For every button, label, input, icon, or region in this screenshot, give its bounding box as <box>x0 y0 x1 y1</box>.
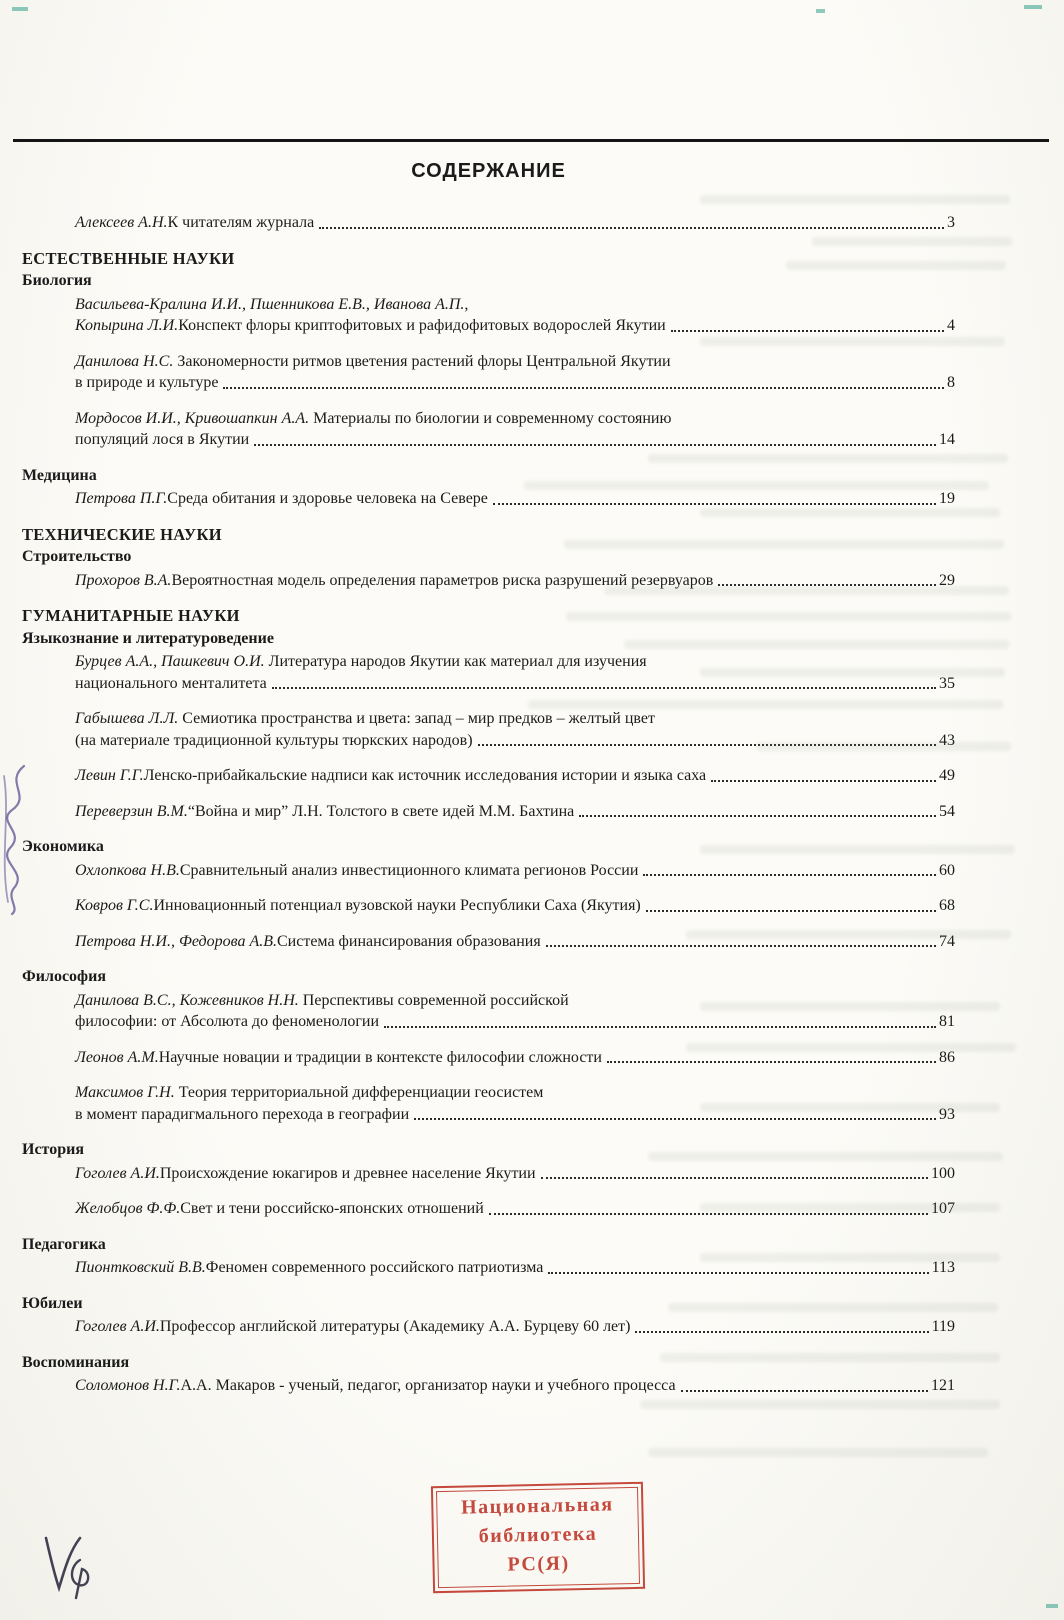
toc-entry <box>75 408 955 451</box>
entry-authors: Алексеев А.Н. <box>75 214 168 231</box>
entry-page-number: 100 <box>931 1164 955 1182</box>
dot-leader <box>493 503 936 505</box>
dot-leader <box>579 815 936 817</box>
section-heading: ЕСТЕСТВЕННЫЕ НАУКИ <box>22 248 235 268</box>
scan-corner-mark <box>12 7 28 11</box>
entry-line <box>75 294 955 316</box>
entry-line <box>75 408 955 430</box>
subsection-heading: Медицина <box>22 466 97 484</box>
entry-title: Ленско-прибайкальские надписи как источник исследования истории и языка саха <box>143 767 707 784</box>
bleed-through-artifact <box>700 845 1015 854</box>
entry-title: Научные новации и традиции в контексте философии сложности <box>158 1048 602 1066</box>
entry-line <box>75 351 955 373</box>
bleed-through-artifact <box>812 237 1012 246</box>
entry-title: Сравнительный анализ инвестиционного климата регионов России <box>179 861 639 879</box>
entry-title: философии: от Абсолюта до феноменологии <box>75 1013 380 1030</box>
entry-title: Феномен современного российского патриотизма <box>205 1259 544 1276</box>
toc-list <box>22 212 955 1397</box>
entry-title: в природе и культуре <box>75 374 219 391</box>
entry-authors: Петрова П.Г. <box>75 490 168 507</box>
dot-leader <box>254 444 936 446</box>
entry-page-number: 121 <box>931 1377 955 1394</box>
scan-corner-mark <box>1046 1604 1058 1608</box>
entry-line <box>75 1375 955 1397</box>
entry-page-number: 35 <box>939 674 955 692</box>
entry-authors: Гоголев А.И. <box>75 1164 160 1182</box>
entry-line <box>75 860 955 882</box>
entry-title: (на материале традиционной культуры тюркских народов) <box>75 731 473 749</box>
subsection-heading: Педагогика <box>22 1235 106 1253</box>
entry-title: Профессор английской литературы (Академику А.А. Бурцеву 60 лет) <box>159 1318 631 1335</box>
stamp-line: Национальная <box>460 1493 614 1519</box>
entry-line <box>75 315 955 337</box>
dot-leader <box>272 687 936 689</box>
entry-title: К читателям журнала <box>167 214 315 231</box>
entry-page-number: 4 <box>947 317 955 334</box>
entry-line <box>75 1163 955 1185</box>
entry-title: Литература народов Якутии как материал для изучения <box>268 653 647 670</box>
entry-title: Закономерности ритмов цветения растений флоры Центральной Якутии <box>177 352 671 370</box>
dot-leader <box>711 780 936 782</box>
dot-leader <box>671 330 944 332</box>
section-heading: ГУМАНИТАРНЫЕ НАУКИ <box>22 606 240 625</box>
entry-page-number: 60 <box>939 861 955 879</box>
entry-page-number: 119 <box>931 1318 955 1335</box>
subsection-heading: Философия <box>22 968 106 985</box>
bleed-through-artifact <box>648 454 1008 463</box>
subsection-heading: Воспоминания <box>22 1353 130 1371</box>
entry-authors: Соломонов Н.Г. <box>75 1377 181 1394</box>
entry-line <box>75 1082 955 1104</box>
toc-entry <box>75 895 955 917</box>
toc-entry <box>75 1163 955 1185</box>
toc-entry <box>75 801 955 823</box>
toc-entry <box>75 765 955 787</box>
scan-corner-mark <box>816 9 825 13</box>
bleed-through-artifact <box>700 1253 1000 1262</box>
entry-page-number: 29 <box>939 571 955 589</box>
entry-line <box>75 429 955 451</box>
entry-authors: Бурцев А.А., Пашкевич О.И. <box>75 653 269 670</box>
table-of-contents <box>22 160 955 1411</box>
subsection-heading: Языкознание и литературоведение <box>22 629 274 647</box>
bleed-through-artifact <box>566 612 1011 621</box>
entry-title: Среда обитания и здоровье человека на Севере <box>167 490 488 507</box>
entry-line <box>75 1011 955 1033</box>
handwritten-mark-left <box>0 758 40 918</box>
entry-title: Свет и тени российско-японских отношений <box>180 1200 484 1217</box>
entry-authors: Васильева-Кралина И.И., Пшенникова Е.В., Иванова А.П., <box>75 295 469 313</box>
entry-authors: Гоголев А.И. <box>75 1318 160 1335</box>
dot-leader <box>681 1390 928 1392</box>
entry-page-number: 81 <box>939 1013 955 1030</box>
bleed-through-artifact <box>700 337 1005 346</box>
entry-page-number: 86 <box>939 1048 955 1066</box>
subsection-heading: Строительство <box>22 548 132 565</box>
entry-page-number: 19 <box>939 490 955 507</box>
dot-leader <box>223 387 944 389</box>
subsection-heading: Экономика <box>22 838 104 855</box>
entry-authors: Данилова В.С., Кожевников Н.Н. <box>75 991 303 1009</box>
subsection-heading: Биология <box>22 272 92 289</box>
entry-title: Перспективы современной российской <box>302 991 569 1009</box>
toc-entry <box>75 990 955 1033</box>
entry-line <box>75 212 955 234</box>
dot-leader <box>384 1026 936 1028</box>
entry-title: национального менталитета <box>75 674 267 692</box>
toc-entry <box>75 1316 955 1338</box>
toc-entry <box>75 351 955 394</box>
bleed-through-artifact <box>648 1152 1003 1161</box>
entry-title: в момент парадигмального перехода в географии <box>75 1105 410 1123</box>
entry-authors: Копырина Л.И. <box>75 317 179 334</box>
subsection-heading: История <box>22 1141 84 1158</box>
entry-authors: Ковров Г.С. <box>75 897 154 914</box>
bleed-through-artifact <box>528 700 1003 709</box>
stamp-line: библиотека <box>478 1522 598 1548</box>
entry-title: популяций лося в Якутии <box>75 431 250 448</box>
handwritten-mark-bottom <box>38 1528 100 1604</box>
dot-leader <box>414 1118 936 1120</box>
bleed-through-artifact <box>700 1103 1000 1112</box>
entry-page-number: 54 <box>939 802 955 820</box>
entry-line <box>75 1316 955 1338</box>
toc-entry <box>75 294 955 337</box>
bleed-through-artifact <box>564 540 1004 549</box>
dot-leader <box>635 1331 928 1333</box>
entry-line <box>75 488 955 510</box>
bleed-through-artifact <box>700 195 1010 204</box>
entry-line <box>75 801 955 823</box>
entry-line <box>75 765 955 787</box>
entry-page-number: 68 <box>939 897 955 914</box>
entry-line <box>75 895 955 917</box>
dot-leader <box>541 1177 929 1179</box>
entry-authors: Максимов Г.Н. <box>75 1084 179 1101</box>
entry-page-number: 74 <box>939 932 955 950</box>
bleed-through-artifact <box>686 1043 1016 1052</box>
entry-authors: Габышева Л.Л. <box>75 710 183 727</box>
bleed-through-artifact <box>756 742 1011 751</box>
top-rule <box>13 139 1049 142</box>
entry-title: “Война и мир” Л.Н. Толстого в свете идей М.М. Бахтина <box>187 802 575 820</box>
entry-line <box>75 372 955 394</box>
entry-line <box>75 708 955 730</box>
bleed-through-artifact <box>524 481 989 490</box>
entry-authors: Данилова Н.С. <box>75 352 178 370</box>
entry-title: Система финансирования образования <box>277 932 541 950</box>
entry-page-number: 49 <box>939 767 955 784</box>
entry-page-number: 14 <box>939 431 955 448</box>
entry-title: Теория территориальной дифференциации геосистем <box>178 1084 544 1101</box>
dot-leader <box>646 910 936 912</box>
toc-entry <box>75 212 955 234</box>
entry-title: Инновационный потенциал вузовской науки Республики Саха (Якутия) <box>153 897 641 914</box>
bleed-through-artifact <box>686 930 1011 939</box>
library-stamp <box>431 1482 645 1593</box>
toc-entry <box>75 860 955 882</box>
toc-entry <box>75 1375 955 1397</box>
dot-leader <box>607 1061 936 1063</box>
bleed-through-artifact <box>668 1303 998 1312</box>
bleed-through-artifact <box>640 1400 1000 1409</box>
dot-leader <box>489 1213 928 1215</box>
entry-title: Материалы по биологии и современному состоянию <box>313 409 672 427</box>
entry-page-number: 113 <box>931 1259 955 1276</box>
section-heading: ТЕХНИЧЕСКИЕ НАУКИ <box>22 524 222 544</box>
entry-page-number: 107 <box>931 1200 955 1217</box>
entry-title: Происхождение юкагиров и древнее население Якутии <box>159 1164 536 1182</box>
entry-authors: Охлопкова Н.В. <box>75 861 180 879</box>
bleed-through-artifact <box>786 261 1006 270</box>
dot-leader <box>319 227 944 229</box>
entry-title: Семиотика пространства и цвета: запад – мир предков – желтый цвет <box>182 710 655 727</box>
entry-title: А.А. Макаров - ученый, педагог, организатор науки и учебного процесса <box>180 1377 676 1394</box>
entry-page-number: 43 <box>939 731 955 749</box>
page-title: СОДЕРЖАНИЕ <box>411 160 566 182</box>
scan-corner-mark <box>1024 5 1042 9</box>
bleed-through-artifact <box>700 1203 1000 1212</box>
bleed-through-artifact <box>700 668 1005 677</box>
dot-leader <box>643 874 936 876</box>
bleed-through-artifact <box>624 640 1009 649</box>
toc-entry <box>75 488 955 510</box>
entry-authors: Петрова Н.И., Федорова А.В. <box>75 932 277 950</box>
entry-authors: Прохоров В.А. <box>75 571 172 589</box>
entry-authors: Мордосов И.И., Кривошапкин А.А. <box>75 409 314 427</box>
entry-page-number: 3 <box>947 214 955 231</box>
entry-title: Вероятностная модель определения параметров риска разрушений резервуаров <box>171 571 714 589</box>
bleed-through-artifact <box>660 1353 1000 1362</box>
entry-page-number: 8 <box>947 374 955 391</box>
bleed-through-artifact <box>604 586 1009 595</box>
bleed-through-artifact <box>648 1448 988 1457</box>
dot-leader <box>546 945 936 947</box>
entry-authors: Пионтковский В.В. <box>75 1259 206 1276</box>
entry-title: Конспект флоры криптофитовых и рафидофитовых водорослей Якутии <box>178 317 666 334</box>
library-stamp-frame <box>436 1487 640 1588</box>
subsection-heading: Юбилеи <box>22 1294 83 1312</box>
entry-authors: Желобцов Ф.Ф. <box>75 1200 181 1217</box>
entry-authors: Переверзин В.М. <box>75 802 188 820</box>
bleed-through-artifact <box>700 1002 1000 1011</box>
entry-authors: Левин Г.Г. <box>75 767 144 784</box>
stamp-line: РС(Я) <box>507 1552 570 1576</box>
entry-authors: Леонов А.М. <box>75 1048 159 1066</box>
dot-leader <box>548 1272 928 1274</box>
entry-page-number: 93 <box>939 1105 955 1123</box>
bleed-through-artifact <box>700 508 1000 517</box>
